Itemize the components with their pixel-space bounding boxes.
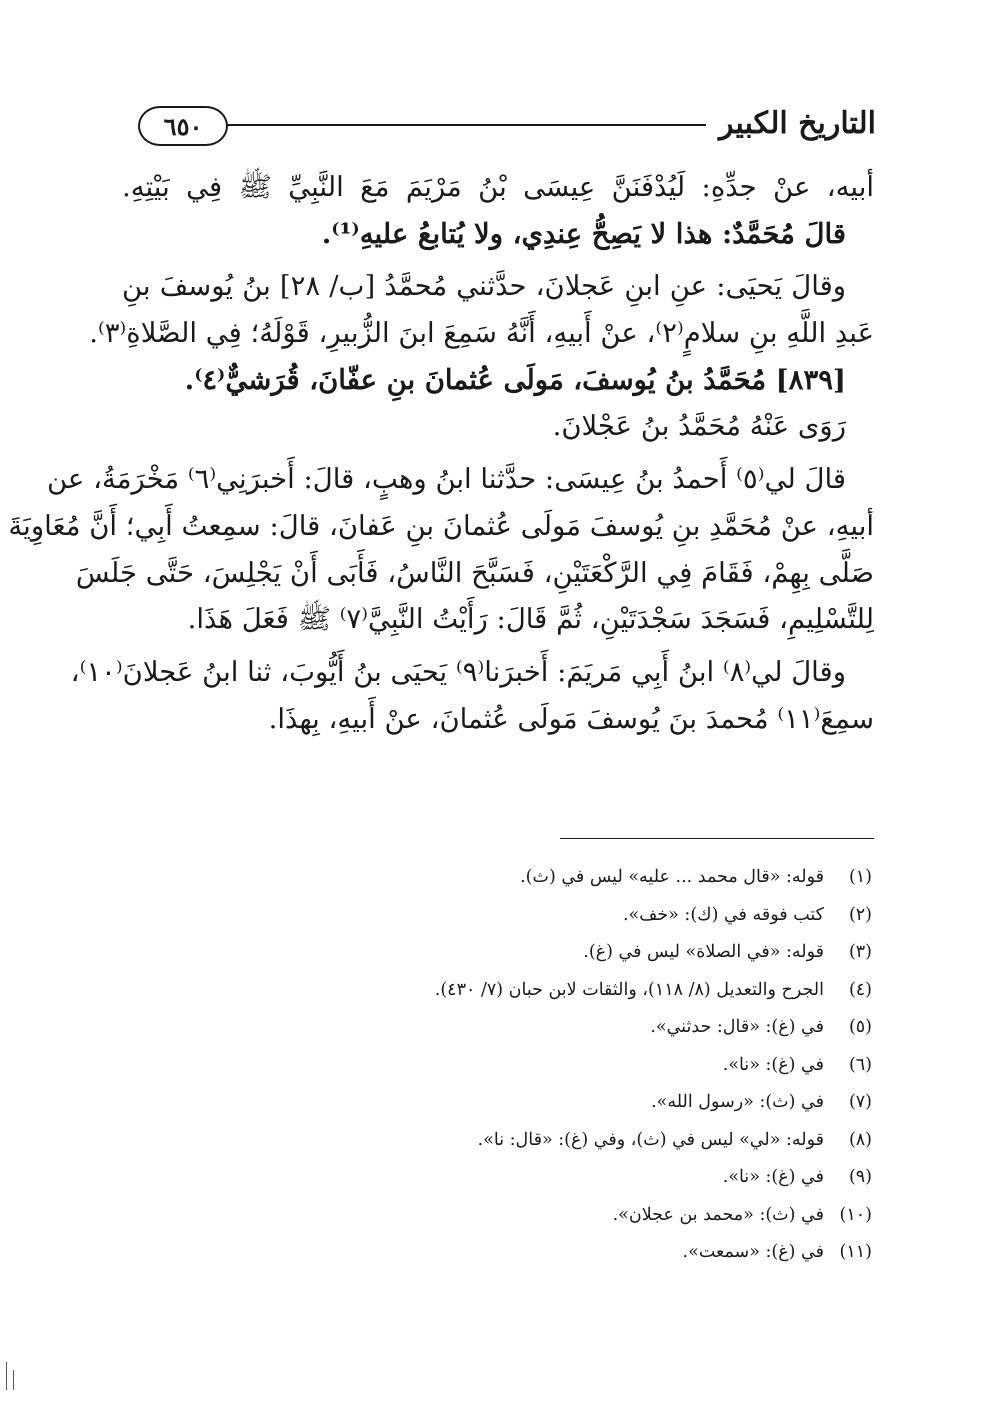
- footnote: [232, 934, 872, 972]
- footnote-number: (١١): [839, 1242, 872, 1262]
- text-line: قالَ مُحَمَّدٌ: هذا لا يَصِحُّ عِندِي، ولا يُتابعُ عليهِ⁽¹⁾.: [321, 217, 846, 250]
- footnote-text: في (غ): «نا».: [722, 1167, 824, 1187]
- footnote-number: (٢): [848, 904, 872, 925]
- footnote: [232, 1084, 872, 1122]
- footnote-separator: [560, 838, 874, 839]
- footnote: [232, 1122, 872, 1160]
- footnote-text: في (ث): «محمد بن عجلان».: [612, 1204, 824, 1225]
- page-number: ٦٥٠: [138, 106, 228, 146]
- footnote-text: كتب فوقه في (ك): «خف».: [622, 904, 824, 925]
- footnotes: [232, 859, 872, 1272]
- text-line: قالَ لي⁽٥⁾ أَحمدُ بنُ عِيسَى: حدَّثنا ابنُ وهبٍ، قالَ: أَخبرَنِي⁽٦⁾ مَخْرَمَةُ، عن: [46, 463, 846, 496]
- footnote-number: (٤): [848, 979, 872, 1000]
- footnote-number: (٥): [848, 1017, 872, 1037]
- footnote-number: (٣): [848, 942, 872, 962]
- footnote: [232, 1159, 872, 1197]
- page-header: [138, 98, 876, 156]
- footnote-text: في (غ): «نا».: [722, 1054, 824, 1075]
- text-line: وقالَ يَحيَى: عنِ ابنِ عَجلانَ، حدَّثني مُحمَّدُ [ب/ ٢٨] بنُ يُوسفَ بنِ: [122, 270, 846, 303]
- text-line: رَوَى عَنْهُ مُحَمَّدُ بنُ عَجْلانَ.: [552, 410, 846, 443]
- main-text: [8, 164, 874, 742]
- footnote-number: (١٠): [839, 1204, 872, 1225]
- running-title: التاريخ الكبير: [718, 106, 876, 141]
- scan-mark: [6, 1362, 7, 1390]
- footnote-number: (٨): [848, 1129, 872, 1150]
- footnote-text: في (غ): «سمعت».: [682, 1242, 824, 1262]
- footnote-text: في (غ): «قال: حدثني».: [650, 1017, 824, 1037]
- text-line: لِلتَّسْلِيمِ، فَسَجَدَ سَجْدَتَيْنِ، ثُمَّ قَالَ: رَأَيْتُ النَّبِيَّ⁽٧⁾ ﷺ فَعَلَ هَذَا.: [187, 603, 874, 636]
- footnote-number: (٩): [848, 1167, 872, 1187]
- footnote: [232, 1197, 872, 1235]
- footnote: [232, 1234, 872, 1272]
- text-line: أبيهِ، عنْ مُحَمَّدِ بنِ يُوسفَ مَولَى عُثمانَ بنِ عَفانَ، قالَ: سمِعتُ أَبِي؛ أَنَّ مُعَاوِيَةَ: [8, 509, 874, 542]
- text-line: أبيه، عنْ جدِّهِ: لَيُدْفَنَنَّ عِيسَى بْنُ مَرْيَمَ مَعَ النَّبِيِّ ﷺ فِي بَيْتِهِ.: [122, 171, 874, 203]
- footnote: [232, 897, 872, 935]
- scan-mark: [13, 1370, 14, 1390]
- text-line: وقالَ لي⁽٨⁾ ابنُ أَبِي مَريَمَ: أَخبرَنا⁽٩⁾ يَحيَى بنُ أَيُّوبَ، ثنا ابنُ عَجلانَ⁽١٠⁾،: [70, 655, 846, 688]
- footnote: [232, 859, 872, 897]
- footnote-text: قوله: «قال محمد ... عليه» ليس في (ث).: [520, 867, 824, 887]
- footnote: [232, 1047, 872, 1085]
- text-line: صَلَّى بِهِمْ، فَقَامَ فِي الرَّكْعَتَيْنِ، فَسَبَّحَ النَّاسُ، فَأَبَى أَنْ يَجْلِسَ، حَتَّى جَلَسَ: [75, 556, 874, 589]
- footnote-number: (٦): [848, 1054, 872, 1075]
- footnote-number: (١): [848, 867, 872, 887]
- entry-heading: [٨٣٩] مُحَمَّدُ بنُ يُوسفَ، مَولَى عُثمانَ بنِ عفّانَ، قُرَشيٌّ⁽٤⁾.: [184, 363, 846, 396]
- footnote: [232, 1009, 872, 1047]
- text-line: سمِعَ⁽١١⁾ مُحمدَ بنَ يُوسفَ مَولَى عُثمانَ، عنْ أَبيهِ، بِهذَا.: [268, 702, 874, 735]
- footnote-number: (٧): [848, 1092, 872, 1112]
- footnote-text: في (ث): «رسول الله».: [651, 1092, 824, 1112]
- footnote: [232, 972, 872, 1010]
- header-rule: [200, 124, 706, 126]
- footnote-text: قوله: «لي» ليس في (ث)، وفي (غ): «قال: نا».: [477, 1129, 824, 1150]
- footnote-text: قوله: «في الصلاة» ليس في (غ).: [583, 942, 824, 962]
- footnote-text: الجرح والتعديل (٨/ ١١٨)، والثقات لابن حبان (٧/ ٤٣٠).: [434, 979, 824, 1000]
- text-line: عَبدِ اللَّهِ بنِ سلامٍ⁽٢⁾، عنْ أَبيهِ، أَنَّهُ سَمِعَ ابنَ الزُّبيرِ، قَوْلَهُ؛ فِي الصَّلاةِ⁽٣⁾.: [89, 317, 874, 350]
